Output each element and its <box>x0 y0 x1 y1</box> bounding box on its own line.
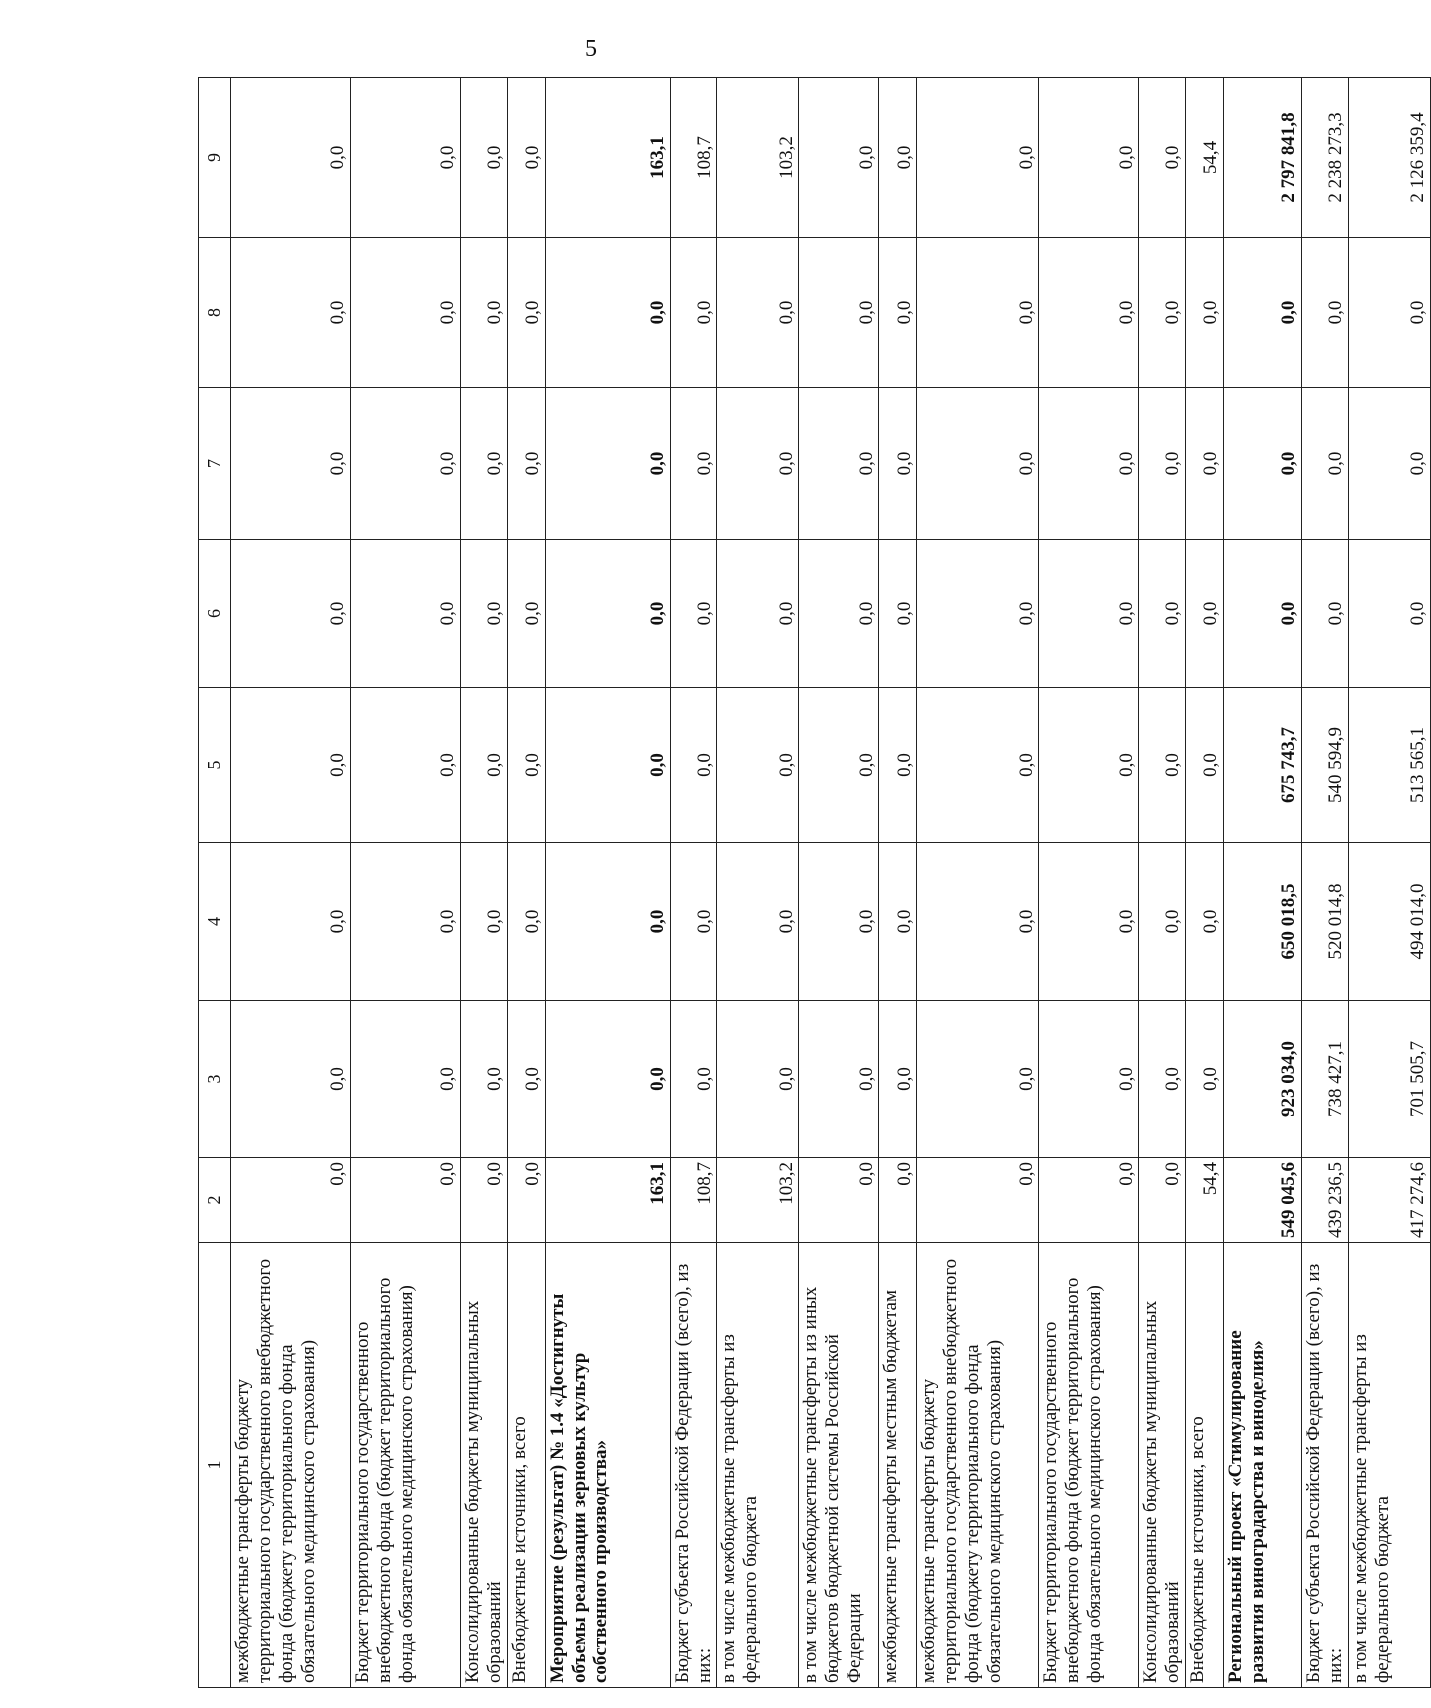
row-label: Бюджет территориального государственного внебюджетного фонда (бюджет территориального фонда обязательного медицинского страхования) <box>1039 1243 1139 1688</box>
row-label: Региональный проект «Стимулирование развития виноградарства и виноделия» <box>1224 1243 1302 1688</box>
value-cell: 0,0 <box>231 1158 351 1243</box>
value-cell: 417 274,6 <box>1348 1158 1430 1243</box>
header-row <box>199 78 231 1688</box>
value-cell: 0,0 <box>231 688 351 843</box>
column-header: 5 <box>199 688 231 843</box>
value-cell: 0,0 <box>1186 388 1224 540</box>
value-cell: 0,0 <box>231 540 351 688</box>
value-cell: 0,0 <box>879 1001 917 1158</box>
value-cell: 0,0 <box>1139 78 1186 238</box>
budget-table <box>198 77 1431 1688</box>
value-cell: 0,0 <box>879 688 917 843</box>
column-header: 7 <box>199 388 231 540</box>
column-header: 6 <box>199 540 231 688</box>
value-cell: 0,0 <box>1139 540 1186 688</box>
value-cell: 0,0 <box>799 1001 879 1158</box>
value-cell: 0,0 <box>507 388 545 540</box>
row-label: Внебюджетные источники, всего <box>1186 1243 1224 1688</box>
value-cell: 0,0 <box>917 238 1039 388</box>
value-cell: 650 018,5 <box>1224 843 1302 1001</box>
value-cell: 0,0 <box>799 388 879 540</box>
value-cell: 0,0 <box>717 688 799 843</box>
value-cell: 0,0 <box>917 388 1039 540</box>
value-cell: 0,0 <box>1139 843 1186 1001</box>
value-cell: 0,0 <box>231 843 351 1001</box>
value-cell: 0,0 <box>1139 238 1186 388</box>
value-cell: 0,0 <box>670 388 717 540</box>
value-cell: 0,0 <box>1224 388 1302 540</box>
value-cell: 0,0 <box>717 540 799 688</box>
value-cell: 0,0 <box>545 1001 670 1158</box>
value-cell: 0,0 <box>1186 238 1224 388</box>
value-cell: 0,0 <box>1302 388 1349 540</box>
value-cell: 0,0 <box>507 540 545 688</box>
table-row <box>1139 78 1186 1688</box>
table-row <box>351 78 461 1688</box>
value-cell: 2 126 359,4 <box>1348 78 1430 238</box>
row-label: Консолидированные бюджеты муниципальных образований <box>461 1243 508 1688</box>
table-row <box>1186 78 1224 1688</box>
value-cell: 0,0 <box>717 1001 799 1158</box>
value-cell: 0,0 <box>1039 1001 1139 1158</box>
value-cell: 0,0 <box>799 238 879 388</box>
value-cell: 0,0 <box>1039 843 1139 1001</box>
value-cell: 0,0 <box>917 843 1039 1001</box>
value-cell: 0,0 <box>799 843 879 1001</box>
value-cell: 2 238 273,3 <box>1302 78 1349 238</box>
value-cell: 0,0 <box>717 238 799 388</box>
value-cell: 0,0 <box>507 238 545 388</box>
value-cell: 0,0 <box>1139 688 1186 843</box>
value-cell: 0,0 <box>1224 238 1302 388</box>
value-cell: 0,0 <box>507 1158 545 1243</box>
value-cell: 0,0 <box>799 688 879 843</box>
value-cell: 0,0 <box>461 1158 508 1243</box>
value-cell: 163,1 <box>545 1158 670 1243</box>
value-cell: 0,0 <box>1139 388 1186 540</box>
value-cell: 0,0 <box>351 78 461 238</box>
value-cell: 0,0 <box>545 388 670 540</box>
value-cell: 0,0 <box>231 78 351 238</box>
value-cell: 54,4 <box>1186 1158 1224 1243</box>
value-cell: 0,0 <box>461 843 508 1001</box>
table-row <box>717 78 799 1688</box>
row-label: Бюджет субъекта Российской Федерации (всего), из них: <box>670 1243 717 1688</box>
value-cell: 0,0 <box>507 843 545 1001</box>
value-cell: 675 743,7 <box>1224 688 1302 843</box>
value-cell: 0,0 <box>879 238 917 388</box>
value-cell: 0,0 <box>1039 238 1139 388</box>
value-cell: 0,0 <box>231 1001 351 1158</box>
value-cell: 0,0 <box>461 1001 508 1158</box>
value-cell: 54,4 <box>1186 78 1224 238</box>
value-cell: 0,0 <box>799 540 879 688</box>
value-cell: 0,0 <box>351 388 461 540</box>
value-cell: 103,2 <box>717 78 799 238</box>
value-cell: 0,0 <box>351 540 461 688</box>
value-cell: 0,0 <box>545 540 670 688</box>
value-cell: 0,0 <box>1186 688 1224 843</box>
value-cell: 0,0 <box>461 238 508 388</box>
table-row <box>1224 78 1302 1688</box>
value-cell: 0,0 <box>461 78 508 238</box>
value-cell: 0,0 <box>917 1001 1039 1158</box>
value-cell: 0,0 <box>1039 78 1139 238</box>
value-cell: 0,0 <box>231 388 351 540</box>
value-cell: 0,0 <box>545 843 670 1001</box>
value-cell: 0,0 <box>1139 1158 1186 1243</box>
value-cell: 0,0 <box>1348 238 1430 388</box>
rotated-table-container <box>198 78 1428 1688</box>
value-cell: 0,0 <box>351 1001 461 1158</box>
value-cell: 0,0 <box>879 388 917 540</box>
value-cell: 163,1 <box>545 78 670 238</box>
row-label: межбюджетные трансферты бюджету территориального государственного внебюджетного фонда (бюджету территориального фонда обязательного медицинского страхования) <box>917 1243 1039 1688</box>
column-header: 3 <box>199 1001 231 1158</box>
value-cell: 0,0 <box>351 238 461 388</box>
value-cell: 0,0 <box>917 688 1039 843</box>
row-label: Консолидированные бюджеты муниципальных образований <box>1139 1243 1186 1688</box>
table-row <box>799 78 879 1688</box>
value-cell: 520 014,8 <box>1302 843 1349 1001</box>
value-cell: 701 505,7 <box>1348 1001 1430 1158</box>
value-cell: 439 236,5 <box>1302 1158 1349 1243</box>
row-label: межбюджетные трансферты бюджету территориального государственного внебюджетного фонда (бюджету территориального фонда обязательного медицинского страхования) <box>231 1243 351 1688</box>
column-header: 1 <box>199 1243 231 1688</box>
table-row <box>1348 78 1430 1688</box>
column-header: 2 <box>199 1158 231 1243</box>
value-cell: 0,0 <box>670 238 717 388</box>
value-cell: 0,0 <box>879 1158 917 1243</box>
value-cell: 0,0 <box>917 78 1039 238</box>
value-cell: 0,0 <box>879 843 917 1001</box>
table-row <box>461 78 508 1688</box>
table-row <box>545 78 670 1688</box>
value-cell: 0,0 <box>917 540 1039 688</box>
table-row <box>1039 78 1139 1688</box>
value-cell: 549 045,6 <box>1224 1158 1302 1243</box>
value-cell: 0,0 <box>1186 843 1224 1001</box>
value-cell: 0,0 <box>231 238 351 388</box>
row-label: в том числе межбюджетные трансферты из федерального бюджета <box>717 1243 799 1688</box>
value-cell: 0,0 <box>1139 1001 1186 1158</box>
value-cell: 0,0 <box>717 388 799 540</box>
table-row <box>1302 78 1349 1688</box>
table-body <box>199 78 1431 1688</box>
table-row <box>879 78 917 1688</box>
row-label: Мероприятие (результат) № 1.4 «Достигнуты объемы реализации зерновых культур собственного производства» <box>545 1243 670 1688</box>
value-cell: 0,0 <box>545 238 670 388</box>
value-cell: 738 427,1 <box>1302 1001 1349 1158</box>
column-header: 8 <box>199 238 231 388</box>
value-cell: 0,0 <box>1348 540 1430 688</box>
value-cell: 0,0 <box>507 1001 545 1158</box>
value-cell: 0,0 <box>1224 540 1302 688</box>
value-cell: 0,0 <box>1039 388 1139 540</box>
value-cell: 494 014,0 <box>1348 843 1430 1001</box>
value-cell: 0,0 <box>351 688 461 843</box>
table-row <box>507 78 545 1688</box>
value-cell: 0,0 <box>1039 540 1139 688</box>
value-cell: 0,0 <box>1186 1001 1224 1158</box>
value-cell: 0,0 <box>461 540 508 688</box>
table-row <box>231 78 351 1688</box>
column-header: 9 <box>199 78 231 238</box>
value-cell: 2 797 841,8 <box>1224 78 1302 238</box>
value-cell: 0,0 <box>351 1158 461 1243</box>
value-cell: 0,0 <box>351 843 461 1001</box>
value-cell: 0,0 <box>879 78 917 238</box>
value-cell: 108,7 <box>670 78 717 238</box>
value-cell: 0,0 <box>799 78 879 238</box>
value-cell: 0,0 <box>507 78 545 238</box>
value-cell: 0,0 <box>670 540 717 688</box>
column-header: 4 <box>199 843 231 1001</box>
value-cell: 0,0 <box>507 688 545 843</box>
value-cell: 0,0 <box>461 688 508 843</box>
row-label: Внебюджетные источники, всего <box>507 1243 545 1688</box>
value-cell: 0,0 <box>545 688 670 843</box>
value-cell: 0,0 <box>879 540 917 688</box>
row-label: в том числе межбюджетные трансферты из иных бюджетов бюджетной системы Российской Федерации <box>799 1243 879 1688</box>
value-cell: 0,0 <box>670 843 717 1001</box>
value-cell: 0,0 <box>670 1001 717 1158</box>
value-cell: 0,0 <box>1348 388 1430 540</box>
value-cell: 0,0 <box>1039 1158 1139 1243</box>
table-row <box>670 78 717 1688</box>
value-cell: 0,0 <box>799 1158 879 1243</box>
page-number: 5 <box>585 36 597 62</box>
table-row <box>917 78 1039 1688</box>
value-cell: 0,0 <box>461 388 508 540</box>
row-label: межбюджетные трансферты местным бюджетам <box>879 1243 917 1688</box>
value-cell: 108,7 <box>670 1158 717 1243</box>
value-cell: 0,0 <box>717 843 799 1001</box>
row-label: в том числе межбюджетные трансферты из федерального бюджета <box>1348 1243 1430 1688</box>
value-cell: 0,0 <box>917 1158 1039 1243</box>
value-cell: 540 594,9 <box>1302 688 1349 843</box>
value-cell: 0,0 <box>1186 540 1224 688</box>
value-cell: 0,0 <box>1302 238 1349 388</box>
value-cell: 0,0 <box>670 688 717 843</box>
value-cell: 0,0 <box>1302 540 1349 688</box>
value-cell: 923 034,0 <box>1224 1001 1302 1158</box>
row-label: Бюджет территориального государственного внебюджетного фонда (бюджет территориального фонда обязательного медицинского страхования) <box>351 1243 461 1688</box>
value-cell: 0,0 <box>1039 688 1139 843</box>
value-cell: 103,2 <box>717 1158 799 1243</box>
row-label: Бюджет субъекта Российской Федерации (всего), из них: <box>1302 1243 1349 1688</box>
value-cell: 513 565,1 <box>1348 688 1430 843</box>
